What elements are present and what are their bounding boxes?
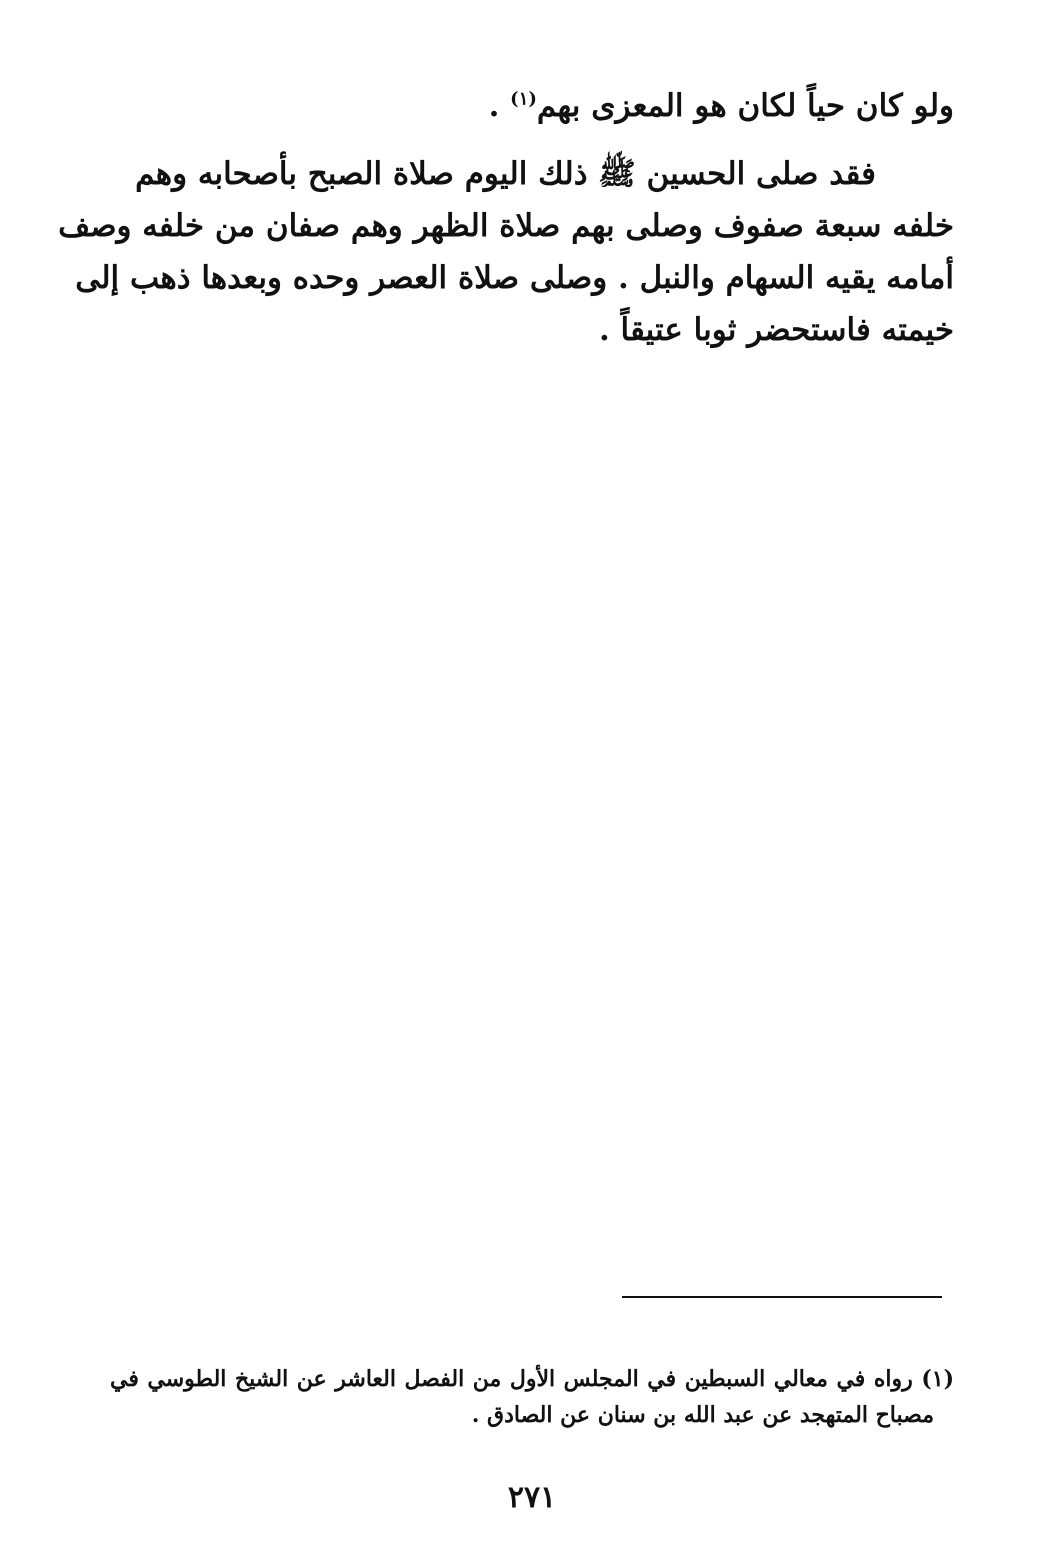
paragraph-line-3: أمامه يقيه السهام والنبل . وصلى صلاة العصر وحده وبعدها ذهب إلى xyxy=(75,260,954,296)
paragraph-line-2: خلفه سبعة صفوف وصلى بهم صلاة الظهر وهم صفان من خلفه وصف xyxy=(58,208,954,244)
text-line-1-end: . xyxy=(488,88,511,124)
paragraph-line-4: خيمته فاستحضر ثوبا عتيقاً . xyxy=(598,312,954,348)
text-line-1 xyxy=(489,86,954,126)
footnote-reference[interactable]: (١) xyxy=(510,88,537,110)
footnote-separator xyxy=(622,1296,942,1298)
paragraph-line-1: فقد صلى الحسين ﷺ ذلك اليوم صلاة الصبح بأصحابه وهم xyxy=(135,156,876,192)
footnote-line-1: (١) رواه في معالي السبطين في المجلس الأول من الفصل العاشر عن الشيخ الطوسي في xyxy=(110,1366,954,1392)
text-line-1-body: ولو كان حياً لكان هو المعزى بهم xyxy=(536,88,954,124)
page-number: ٢٧١ xyxy=(507,1480,557,1515)
footnote-line-2: مصباح المتهجد عن عبد الله بن سنان عن الصادق . xyxy=(471,1402,934,1428)
